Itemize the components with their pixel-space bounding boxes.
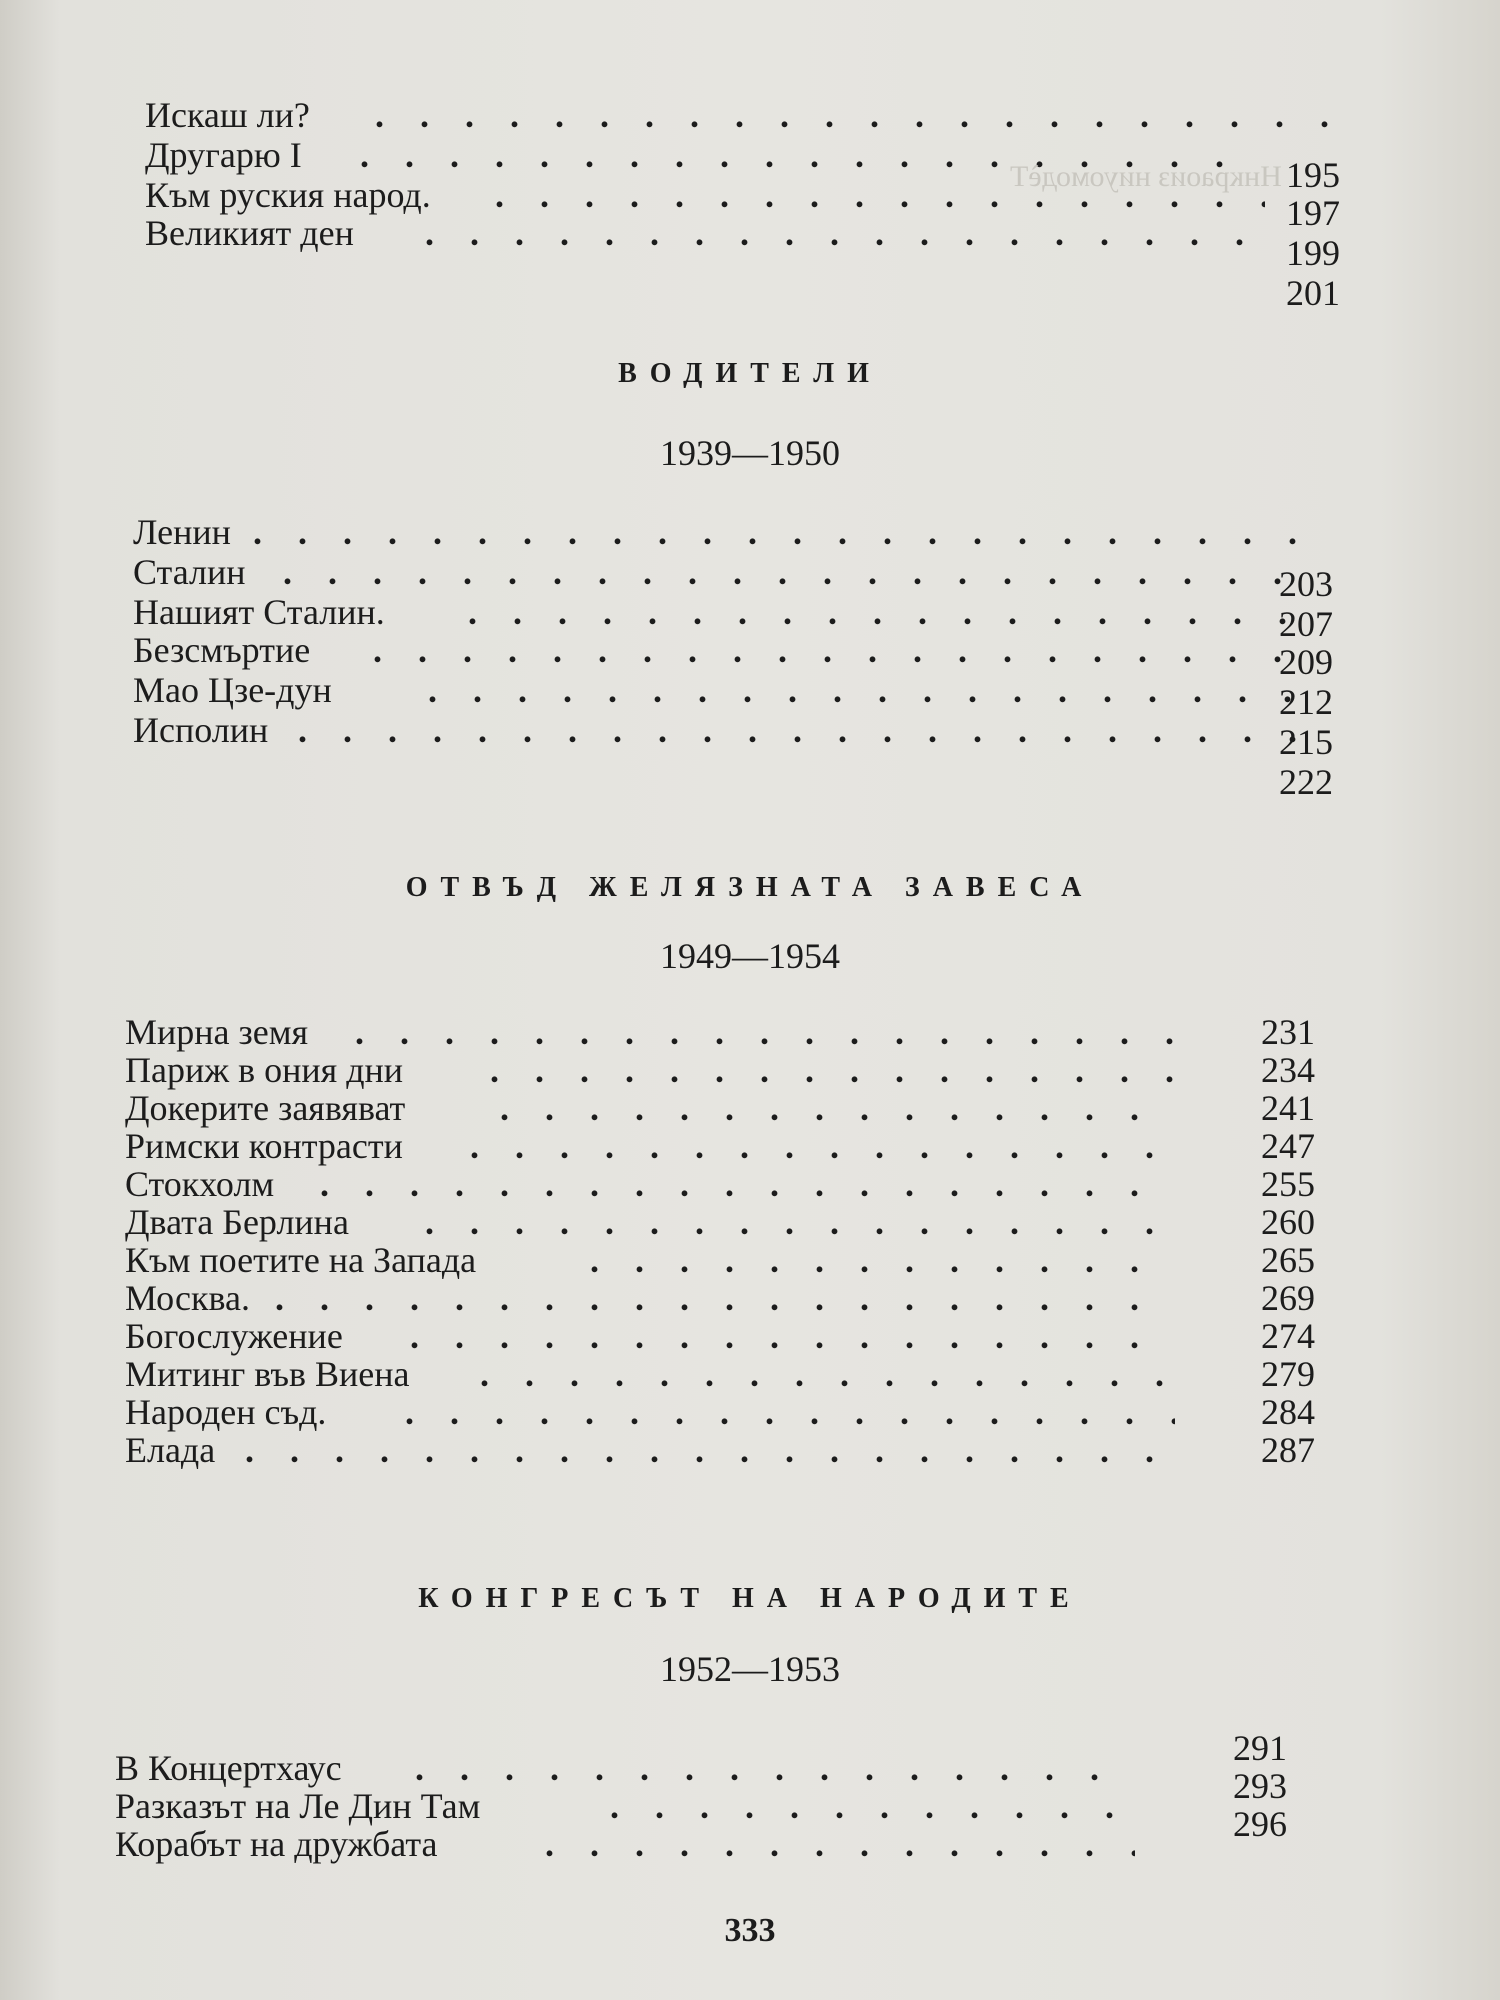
toc-entry-title: Към руския народ. bbox=[145, 175, 431, 215]
toc-entry bbox=[125, 1430, 1315, 1470]
toc-page-number: 241 bbox=[1261, 1088, 1315, 1128]
section-heading: ОТВЪД ЖЕЛЯЗНАТА ЗАВЕСА bbox=[405, 872, 1095, 903]
toc-entry-title: Другарю I bbox=[145, 135, 302, 175]
leader-dots bbox=[500, 1088, 1175, 1128]
toc-entry-title: Елада bbox=[125, 1430, 216, 1470]
leader-dots bbox=[428, 670, 1313, 710]
toc-entry bbox=[125, 1278, 1315, 1318]
section-years: 1939—1950 bbox=[660, 433, 840, 473]
toc-page-number: 209 bbox=[1279, 642, 1333, 682]
toc-page-number: 265 bbox=[1261, 1240, 1315, 1280]
toc-section-2 bbox=[125, 1012, 1315, 1502]
toc-entry-title: Народен съд. bbox=[125, 1392, 327, 1432]
toc-entry-title: Мирна земя bbox=[125, 1012, 309, 1052]
toc-page-number: 284 bbox=[1261, 1392, 1315, 1432]
toc-entry bbox=[133, 710, 1333, 750]
leader-dots bbox=[468, 592, 1313, 632]
leader-dots bbox=[355, 1012, 1175, 1052]
toc-entry bbox=[145, 213, 1340, 253]
toc-page-number: 197 bbox=[1286, 193, 1340, 233]
toc-entry-title: Безсмъртие bbox=[133, 630, 311, 670]
toc-entry-title: Мао Цзе-дун bbox=[133, 670, 332, 710]
section-heading: ВОДИТЕЛИ bbox=[618, 358, 882, 389]
leader-dots bbox=[410, 1316, 1175, 1356]
leader-dots bbox=[245, 1430, 1175, 1470]
toc-entry bbox=[125, 1354, 1315, 1394]
toc-entry-title: Великият ден bbox=[145, 213, 354, 253]
leader-dots bbox=[405, 1392, 1175, 1432]
leader-dots bbox=[425, 1202, 1175, 1242]
toc-page-number: 269 bbox=[1261, 1278, 1315, 1318]
toc-entry bbox=[133, 592, 1333, 632]
toc-entry-title: Париж в ония дни bbox=[125, 1050, 404, 1090]
toc-page-number: 274 bbox=[1261, 1316, 1315, 1356]
toc-page-number: 231 bbox=[1261, 1012, 1315, 1052]
leader-dots bbox=[275, 1278, 1175, 1318]
toc-entry bbox=[125, 1202, 1315, 1242]
toc-entry-title: Стокхолм bbox=[125, 1164, 275, 1204]
toc-entry bbox=[125, 1088, 1315, 1128]
leader-dots bbox=[480, 1354, 1175, 1394]
toc-entry-title: В Концертхаус bbox=[115, 1748, 342, 1788]
toc-page-number: 296 bbox=[1233, 1804, 1287, 1844]
toc-entry-title: Митинг във Виена bbox=[125, 1354, 410, 1394]
leader-dots bbox=[610, 1786, 1135, 1826]
toc-entry-title: Нашият Сталин. bbox=[133, 592, 385, 632]
toc-page-number: 293 bbox=[1233, 1766, 1287, 1806]
show-through-text: Ннкраоиз ниуомодѐТ bbox=[1010, 160, 1282, 193]
leader-dots bbox=[375, 95, 1335, 135]
toc-entry-title: Докерите заявяват bbox=[125, 1088, 406, 1128]
toc-entry-title: Богослужение bbox=[125, 1316, 343, 1356]
section-years: 1949—1954 bbox=[660, 936, 840, 976]
toc-entry bbox=[133, 552, 1333, 592]
toc-entry-title: Искаш ли? bbox=[145, 95, 310, 135]
leader-dots bbox=[298, 710, 1313, 750]
toc-entry bbox=[133, 512, 1333, 552]
section-heading: КОНГРЕСЪТ НА НАРОДИТЕ bbox=[418, 1583, 1082, 1614]
toc-section-0 bbox=[145, 95, 1340, 315]
toc-entry bbox=[125, 1240, 1315, 1280]
toc-entry bbox=[125, 1316, 1315, 1356]
toc-page-number: 212 bbox=[1279, 682, 1333, 722]
toc-entry bbox=[145, 95, 1340, 135]
leader-dots bbox=[320, 1164, 1175, 1204]
leader-dots bbox=[490, 1050, 1175, 1090]
leader-dots bbox=[283, 552, 1313, 592]
toc-entry-title: Двата Берлина bbox=[125, 1202, 349, 1242]
page-number: 333 bbox=[724, 1912, 776, 1949]
toc-page-number: 222 bbox=[1279, 762, 1333, 802]
toc-page-number: 260 bbox=[1261, 1202, 1315, 1242]
toc-entry-title: Римски контрасти bbox=[125, 1126, 403, 1166]
toc-page-number: 279 bbox=[1261, 1354, 1315, 1394]
toc-entry-title: Москва. bbox=[125, 1278, 250, 1318]
toc-entry bbox=[115, 1786, 1287, 1826]
toc-entry-title: Корабът на дружбата bbox=[115, 1824, 438, 1864]
leader-dots bbox=[373, 630, 1313, 670]
leader-dots bbox=[470, 1126, 1175, 1166]
toc-page-number: 247 bbox=[1261, 1126, 1315, 1166]
toc-section-1 bbox=[133, 512, 1333, 802]
toc-entry-title: Разказът на Ле Дин Там bbox=[115, 1786, 481, 1826]
toc-entry bbox=[115, 1824, 1287, 1864]
toc-page-number: 234 bbox=[1261, 1050, 1315, 1090]
toc-entry bbox=[125, 1392, 1315, 1432]
toc-page-number: 287 bbox=[1261, 1430, 1315, 1470]
toc-section-3 bbox=[115, 1728, 1287, 1878]
leader-dots bbox=[415, 1748, 1135, 1788]
leader-dots bbox=[425, 213, 1255, 253]
toc-entry bbox=[125, 1012, 1315, 1052]
toc-page-number: 207 bbox=[1279, 604, 1333, 644]
toc-entry bbox=[125, 1050, 1315, 1090]
leader-dots bbox=[590, 1240, 1175, 1280]
toc-entry-title: Към поетите на Запада bbox=[125, 1240, 477, 1280]
section-years: 1952—1953 bbox=[660, 1649, 840, 1689]
toc-entry bbox=[115, 1748, 1287, 1788]
toc-entry-title: Ленин bbox=[133, 512, 231, 552]
toc-page-number: 199 bbox=[1286, 233, 1340, 273]
toc-page-number: 195 bbox=[1286, 155, 1340, 195]
toc-page-number: 203 bbox=[1279, 564, 1333, 604]
toc-entry-title: Исполин bbox=[133, 710, 269, 750]
toc-entry bbox=[133, 670, 1333, 710]
toc-entry-title: Сталин bbox=[133, 552, 246, 592]
toc-entry bbox=[125, 1164, 1315, 1204]
leader-dots bbox=[253, 512, 1313, 552]
toc-page-number: 255 bbox=[1261, 1164, 1315, 1204]
leader-dots bbox=[545, 1824, 1135, 1864]
toc-page-number: 201 bbox=[1286, 273, 1340, 313]
toc-entry bbox=[125, 1126, 1315, 1166]
toc-page-number: 291 bbox=[1233, 1728, 1287, 1768]
toc-entry bbox=[133, 630, 1333, 670]
toc-page-number: 215 bbox=[1279, 722, 1333, 762]
